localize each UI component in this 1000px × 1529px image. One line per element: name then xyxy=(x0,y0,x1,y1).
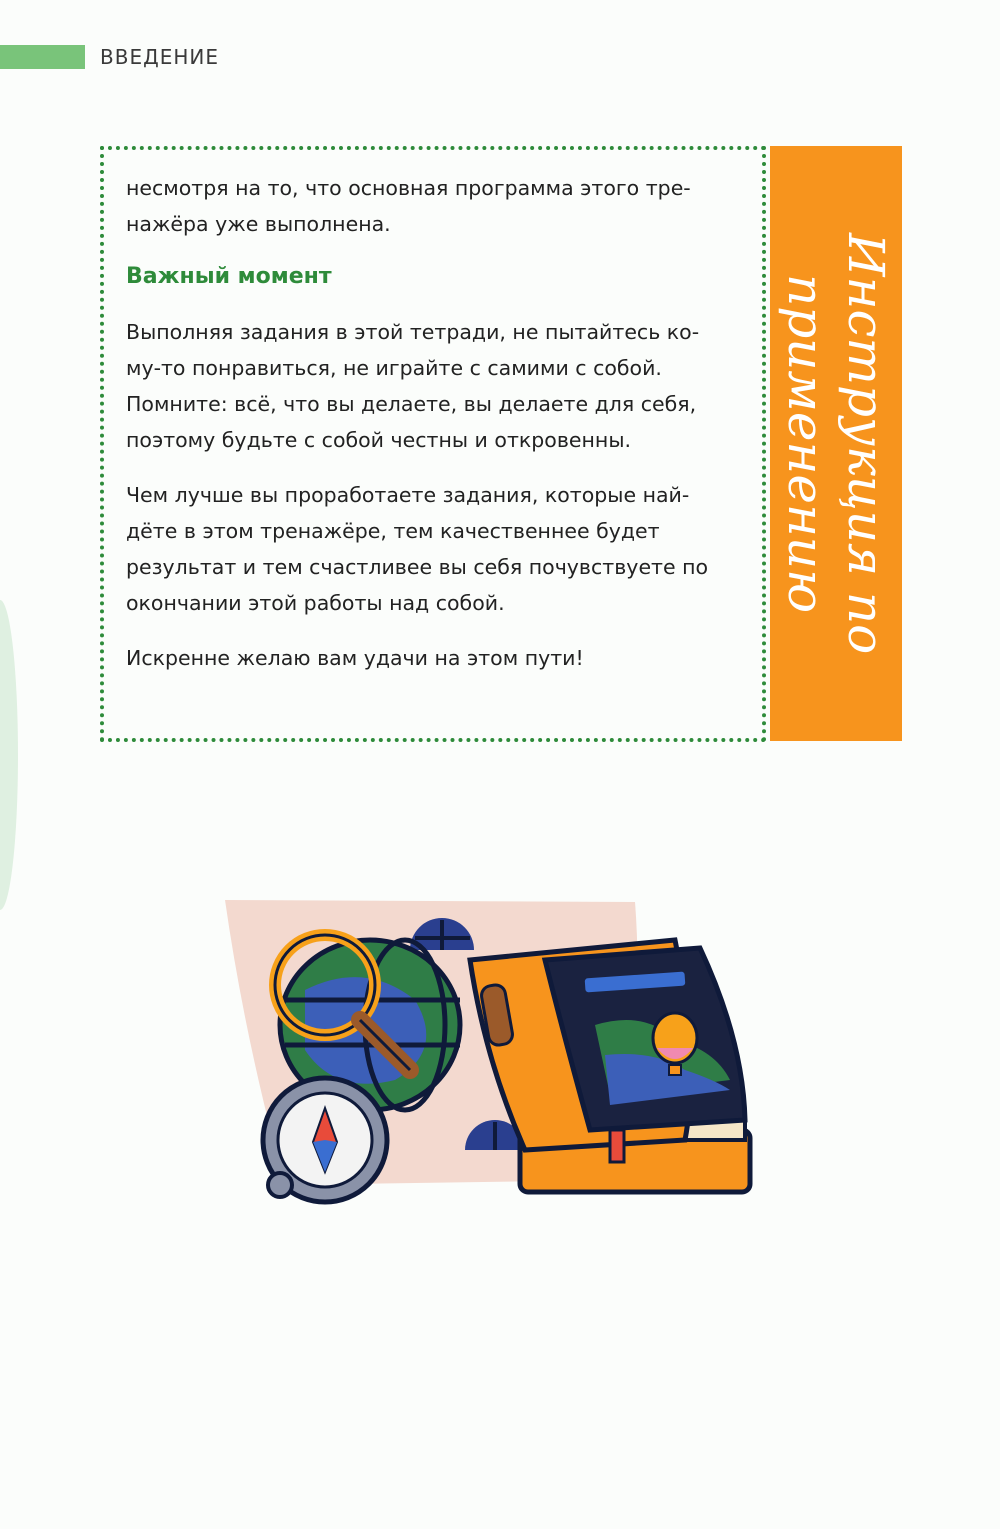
leaf-decoration xyxy=(0,600,18,910)
compass-icon xyxy=(263,1078,387,1202)
subheading: Важный момент xyxy=(126,264,332,289)
side-tab xyxy=(770,146,902,741)
section-title: ВВЕДЕНИЕ xyxy=(100,45,219,69)
paragraph-3: Искренне желаю вам удачи на этом пути! xyxy=(126,646,584,670)
header-accent-bar xyxy=(0,45,85,69)
paragraph-2: Чем лучше вы проработаете задания, которые най- дёте в этом тренажёре, тем качественнее будет результат и тем счастливее вы себя почувствуете по окончании этой работы над собой. xyxy=(126,483,709,615)
side-tab-title: Инструкция по применению xyxy=(777,232,895,655)
paragraph-1: Выполняя задания в этой тетради, не пытайтесь ко- му-то понравиться, не играйте с самими с собой. Помните: всё, что вы делаете, вы делаете для себя, поэтому будьте с собой честны и откровенны. xyxy=(126,320,700,452)
intro-paragraph: несмотря на то, что основная программа этого тре- нажёра уже выполнена. xyxy=(126,176,691,236)
dotted-content-box xyxy=(100,146,766,742)
travel-illustration xyxy=(215,880,775,1210)
